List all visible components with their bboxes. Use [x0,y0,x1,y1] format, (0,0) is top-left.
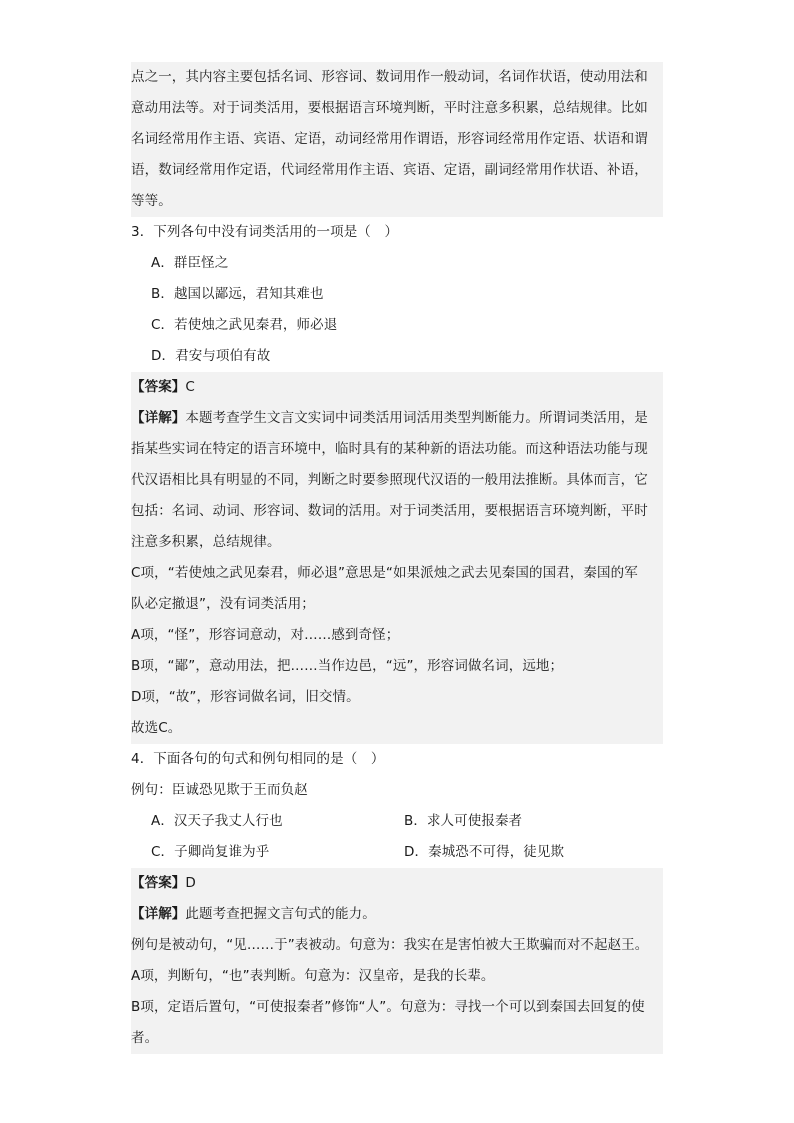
question-4-option-c: C．子卿尚复谁为乎 [151,844,270,860]
detail-line: 注意多积累，总结规律。 [131,534,281,550]
detail-line: 者。 [131,1030,159,1046]
question-3-detail-first [131,403,663,434]
question-4-stem: 4．下面各句的句式和例句相同的是（ ） [131,751,385,767]
answer-value: D [185,875,196,891]
detail-line: A项，“怪”，形容词意动，对……感到奇怪； [131,627,400,643]
detail-line: 包括：名词、动词、形容词、数词的活用。对于词类活用，要根据语言环境判断，平时 [131,503,648,519]
answer-tag: 【答案】 [131,379,186,395]
passage-line: 意动用法等。对于词类活用，要根据语言环境判断，平时注意多积累，总结规律。比如 [131,100,648,116]
answer-tag: 【答案】 [131,875,186,891]
question-3-answer-block [131,372,663,744]
passage-line: 点之一，其内容主要包括名词、形容词、数词用作一般动词，名词作状语，使动用法和 [131,69,648,85]
detail-line: 例句是被动句，“见……于”表被动。句意为：我实在是害怕被大王欺骗而对不起赵王。 [131,937,649,953]
detail-line: 队必定撤退”，没有词类活用； [131,596,315,612]
detail-line: B项，“鄙”，意动用法，把……当作边邑，“远”，形容词做名词，远地； [131,658,564,674]
detail-line: A项，判断句，“也”表判断。句意为：汉皇帝，是我的长辈。 [131,968,495,984]
question-3-option-a: A．群臣怪之 [151,255,229,271]
detail-line: 故选C。 [131,720,182,736]
answer-value: C [185,379,195,395]
document-page [131,62,663,1054]
detail-line: C项，“若使烛之武见秦君，师必退”意思是“如果派烛之武去见秦国的国君，秦国的军 [131,565,638,581]
question-4-answer [131,868,663,899]
detail-line: 代汉语相比具有明显的不同，判断之时要参照现代汉语的一般用法推断。具体而言，它 [131,472,648,488]
passage-line: 等等。 [131,193,172,209]
detail-line: B项，定语后置句，“可使报秦者”修饰“人”。句意为：寻找一个可以到秦国去回复的使 [131,999,645,1015]
question-4-options-row-2 [131,837,663,868]
passage-line: 名词经常用作主语、宾语、定语，动词经常用作谓语，形容词经常用作定语、状语和谓 [131,131,648,147]
question-3-option-c: C．若使烛之武见秦君，师必退 [151,317,338,333]
question-4-option-d: D．秦城恐不可得，徒见欺 [404,844,565,860]
detail-text: 此题考查把握文言句式的能力。 [185,906,376,922]
detail-line: D项，“故”，形容词做名词，旧交情。 [131,689,360,705]
detail-line: 指某些实词在特定的语言环境中，临时具有的某种新的语法功能。而这种语法功能与现 [131,441,648,457]
detail-tag: 【详解】 [131,906,186,922]
question-3-option-d: D．君安与项伯有故 [151,348,271,364]
question-4-answer-block [131,868,663,1054]
question-4-detail-first [131,899,663,930]
question-4-option-a: A．汉天子我丈人行也 [151,813,283,829]
question-3-stem: 3．下列各句中没有词类活用的一项是（ ） [131,224,399,240]
detail-tag: 【详解】 [131,410,186,426]
passage-line: 语，数词经常用作定语，代词经常用作主语、宾语、定语，副词经常用作状语、补语， [131,162,648,178]
question-4-options-row-1 [131,806,663,837]
passage-intro-block [131,62,663,217]
question-3-answer [131,372,663,403]
question-4-option-b: B．求人可使报秦者 [404,813,523,829]
question-3-option-b: B．越国以鄙远，君知其难也 [151,286,324,302]
detail-text: 本题考查学生文言文实词中词类活用词活用类型判断能力。所谓词类活用，是 [185,410,648,426]
question-4-example: 例句：臣诚恐见欺于王而负赵 [131,782,308,798]
